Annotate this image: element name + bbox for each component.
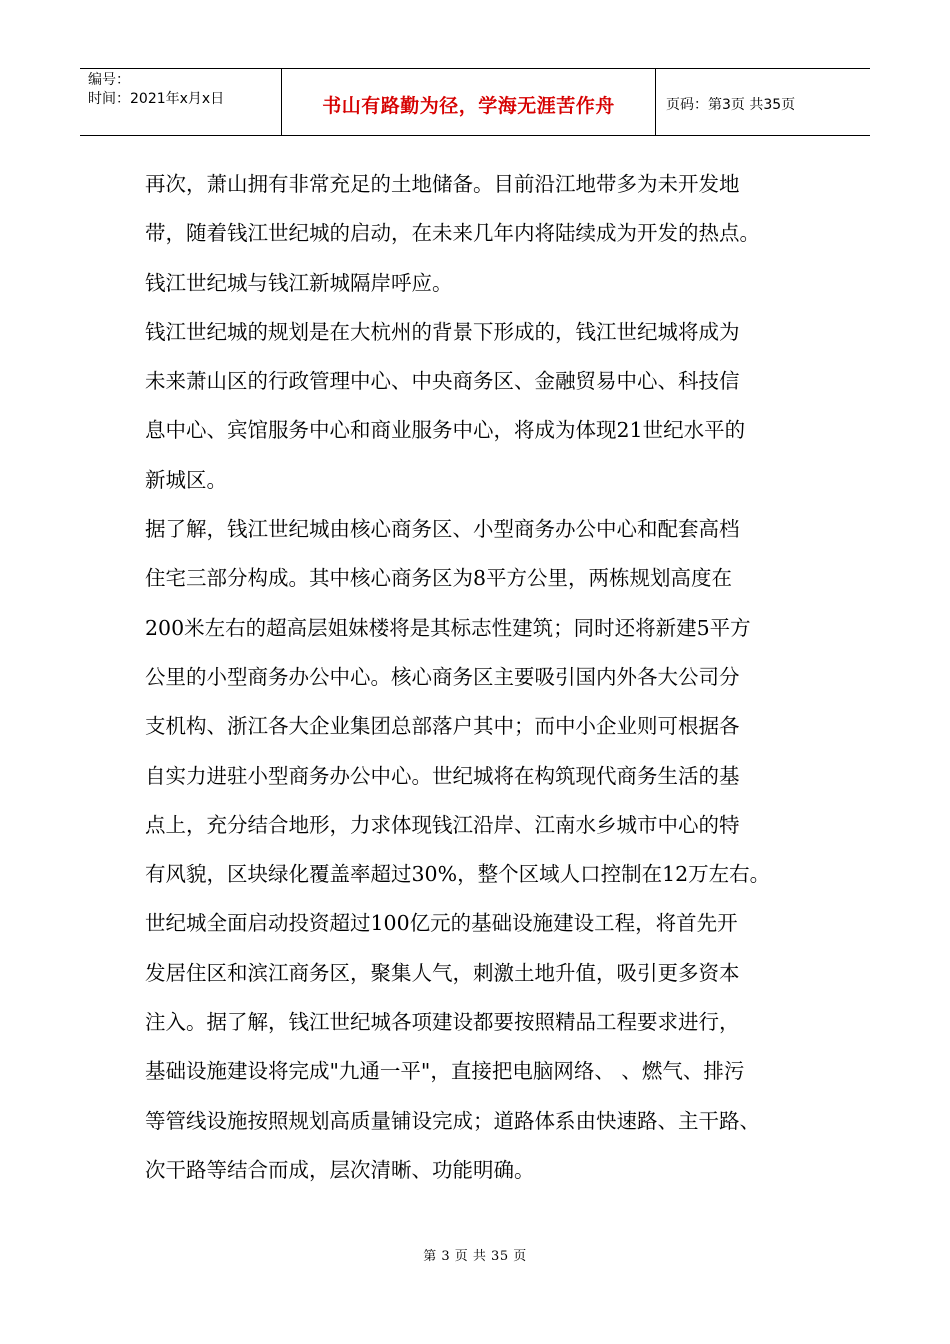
body-line: 注入。据了解，钱江世纪城各项建设都要按照精品工程要求进行， [145,1010,740,1035]
body-line: 再次，萧山拥有非常充足的土地储备。目前沿江地带多为未开发地 [145,172,740,196]
document-body [145,160,835,1195]
body-line: 钱江世纪城与钱江新城隔岸呼应。 [145,270,453,295]
body-line: 200米左右的超高层姐妹楼将是其标志性建筑；同时还将新建5平方 [145,615,751,640]
body-line: 带，随着钱江世纪城的启动，在未来几年内将陆续成为开发的热点。 [145,221,760,246]
body-line: 世纪城全面启动投资超过100亿元的基础设施建设工程，将首先开 [145,911,738,936]
header-page-info-cell [656,69,870,135]
body-line: 住宅三部分构成。其中核心商务区为8平方公里，两栋规划高度在 [145,566,733,591]
page-header [80,68,870,136]
body-line: 未来萧山区的行政管理中心、中央商务区、金融贸易中心、科技信 [145,369,740,394]
body-line: 等管线设施按照规划高质量铺设完成；道路体系由快速路、主干路、 [145,1108,760,1133]
body-line: 基础设施建设将完成"九通一平"，直接把电脑网络、 、燃气、排污 [145,1059,745,1084]
body-line: 次干路等结合而成，层次清晰、功能明确。 [145,1157,535,1182]
body-line: 发居住区和滨江商务区，聚集人气，刺激土地升值，吸引更多资本 [145,960,740,985]
page-info: 页码：第3页 共35页 [666,97,796,113]
body-line: 有风貌，区块绿化覆盖率超过30%，整个区域人口控制在12万左右。 [145,862,771,887]
body-line: 自实力进驻小型商务办公中心。世纪城将在构筑现代商务生活的基 [145,763,740,788]
body-line: 点上，充分结合地形，力求体现钱江沿岸、江南水乡城市中心的特 [145,812,740,837]
page-footer [0,1245,950,1264]
motto-text: 书山有路勤为径，学海无涯苦作舟 [322,94,615,117]
date-label: 时间：2021年x月x日 [88,91,225,107]
body-line: 公里的小型商务办公中心。核心商务区主要吸引国内外各大公司分 [145,664,740,689]
body-line: 息中心、宾馆服务中心和商业服务中心，将成为体现21世纪水平的 [145,418,746,443]
number-label: 编号： [88,72,130,88]
body-line: 据了解，钱江世纪城由核心商务区、小型商务办公中心和配套高档 [145,517,740,542]
footer-page-number: 第 3 页 共 35 页 [423,1249,527,1264]
header-meta [80,69,282,135]
body-line: 支机构、浙江各大企业集团总部落户其中；而中小企业则可根据各 [145,714,740,739]
header-motto-cell [282,69,656,135]
body-line: 新城区。 [145,467,227,492]
body-line: 钱江世纪城的规划是在大杭州的背景下形成的，钱江世纪城将成为 [145,319,740,344]
